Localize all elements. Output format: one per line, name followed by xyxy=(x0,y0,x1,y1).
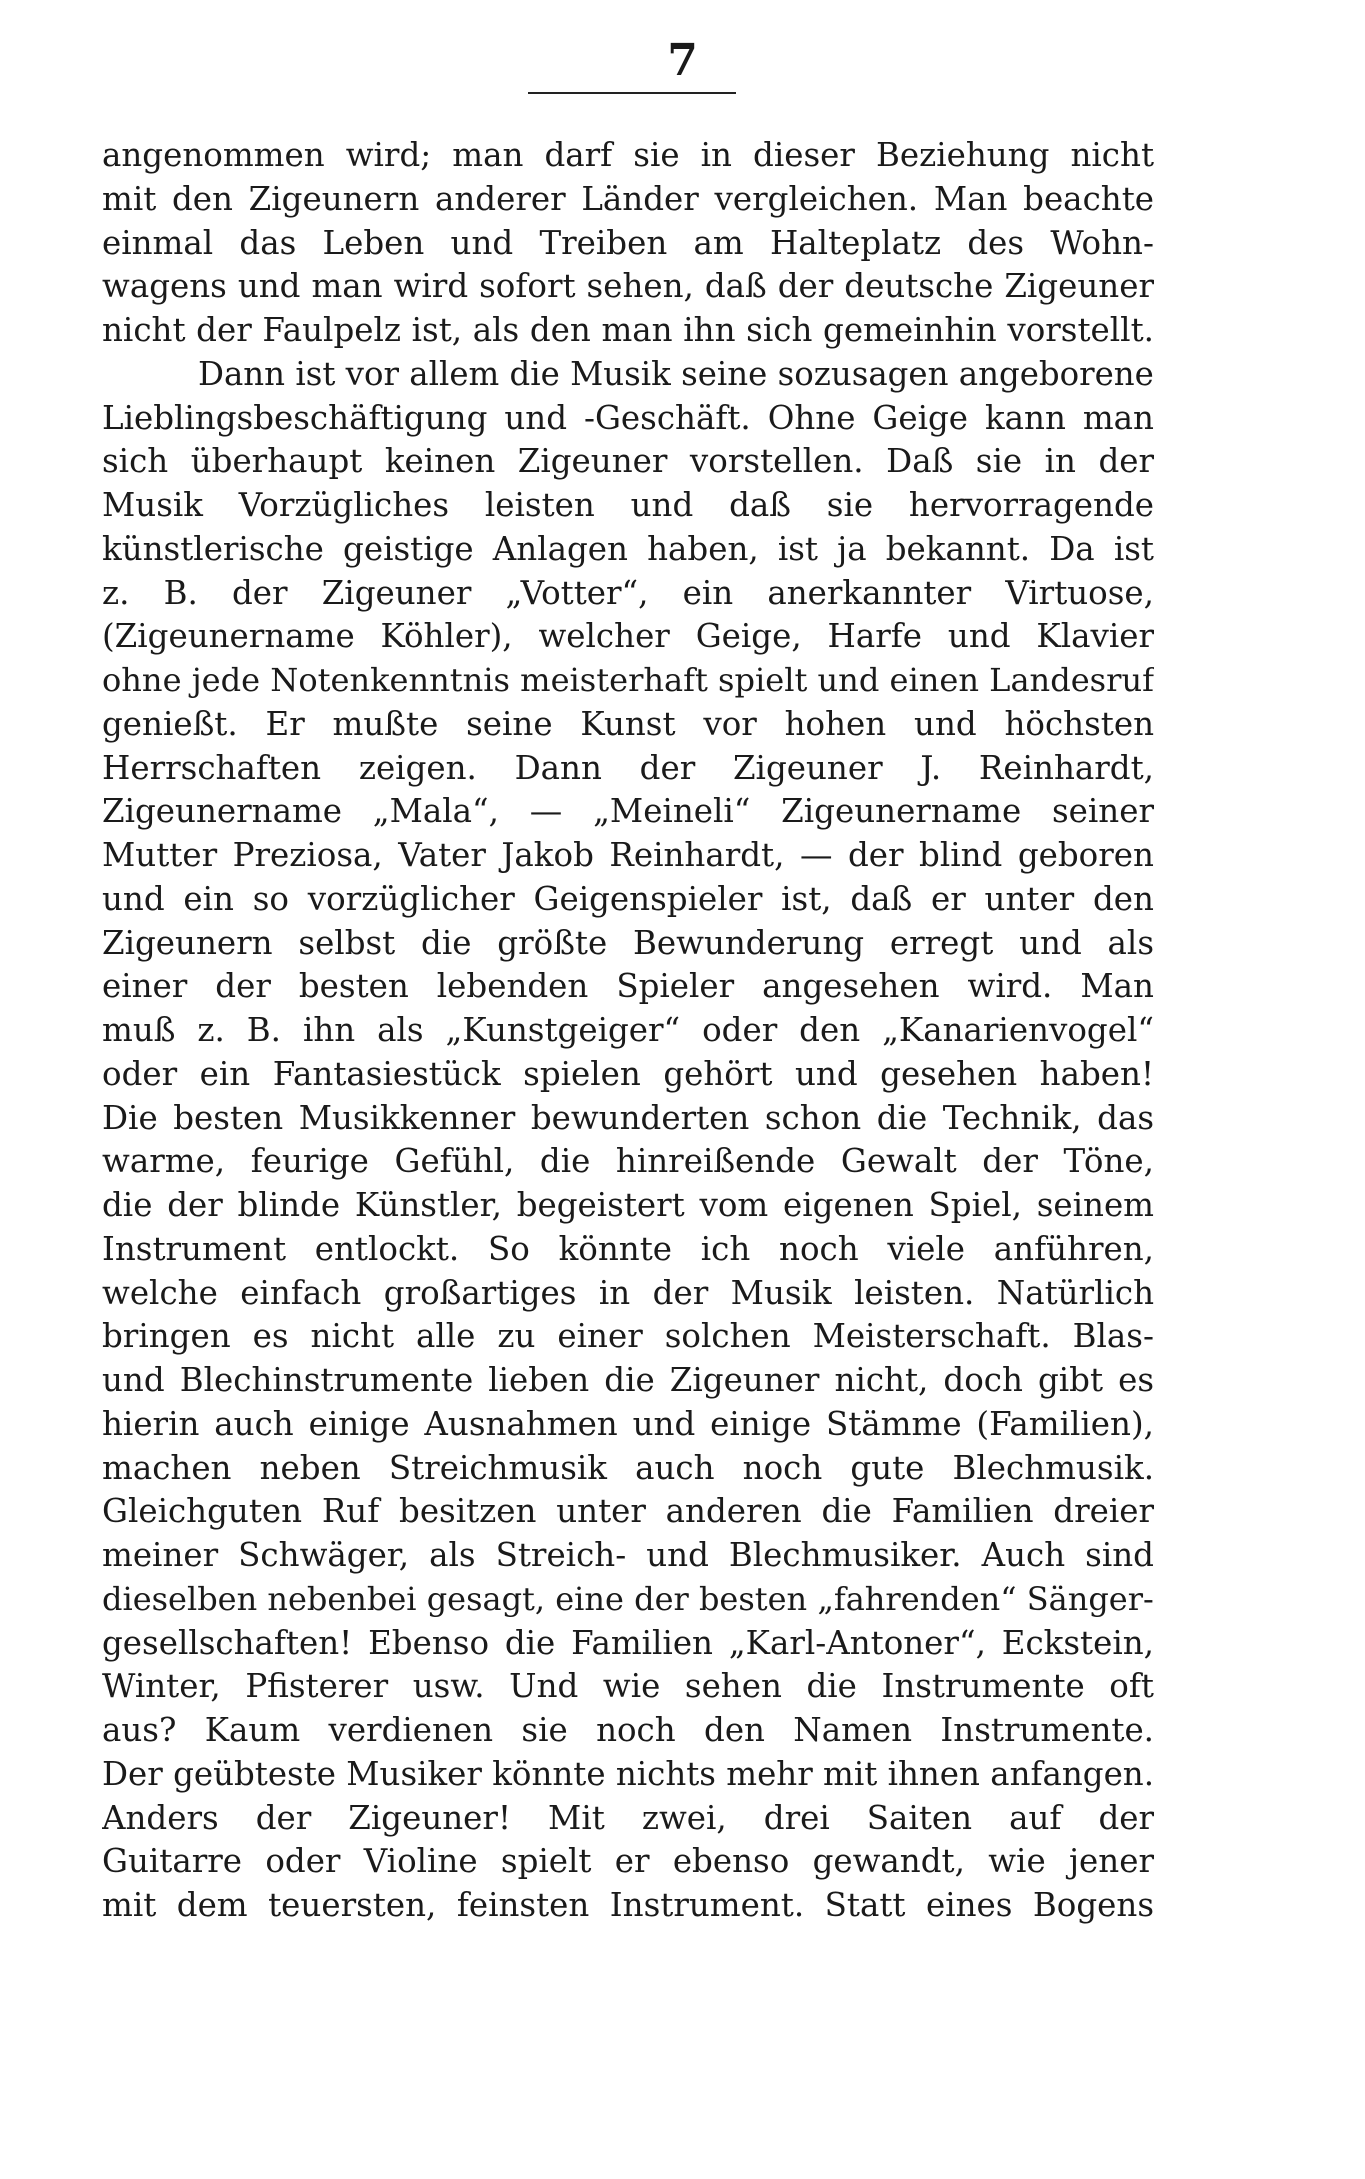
text-line: Herrschaften zeigen. Dann der Zigeuner J. Reinhardt, xyxy=(102,748,1154,787)
text-line: warme, feurige Gefühl, die hinreißende Gewalt der Töne, xyxy=(102,1142,1154,1181)
text-line: oder ein Fantasiestück spielen gehört und gesehen haben! xyxy=(102,1054,1154,1093)
text-line: genießt. Er mußte seine Kunst vor hohen und höchsten xyxy=(102,704,1154,743)
text-line: Die besten Musikkenner bewunderten schon die Technik, das xyxy=(102,1098,1154,1137)
text-line: sich überhaupt keinen Zigeuner vorstellen. Daß sie in der xyxy=(102,442,1154,481)
text-line: nicht der Faulpelz ist, als den man ihn sich gemeinhin vorstellt. xyxy=(102,311,1154,349)
text-line: mit den Zigeunern anderer Länder vergleichen. Man beachte xyxy=(102,179,1154,218)
text-line: künstlerische geistige Anlagen haben, ist ja bekannt. Da ist xyxy=(102,529,1154,568)
text-line: gesellschaften! Ebenso die Familien „Karl-Antoner“, Eckstein, xyxy=(102,1623,1154,1662)
text-line: machen neben Streichmusik auch noch gute Blechmusik. xyxy=(102,1448,1154,1487)
text-line: Guitarre oder Violine spielt er ebenso gewandt, wie jener xyxy=(102,1842,1154,1881)
text-line: angenommen wird; man darf sie in dieser Beziehung nicht xyxy=(102,136,1154,174)
text-line: einmal das Leben und Treiben am Halteplatz des Wohn- xyxy=(102,223,1154,262)
text-line: muß z. B. ihn als „Kunstgeiger“ oder den „Kanarienvogel“ xyxy=(102,1011,1154,1049)
page-number: 7 xyxy=(667,35,698,86)
text-line: dieselben nebenbei gesagt, eine der besten „fahrenden“ Sänger- xyxy=(102,1579,1154,1618)
text-line: z. B. der Zigeuner „Votter“, ein anerkannter Virtuose, xyxy=(102,573,1154,612)
text-line: Der geübteste Musiker könnte nichts mehr mit ihnen anfangen. xyxy=(102,1754,1154,1793)
text-line: Dann ist vor allem die Musik seine sozusagen angeborene xyxy=(198,354,1154,393)
text-line: ohne jede Notenkenntnis meisterhaft spielt und einen Landesruf xyxy=(102,661,1154,699)
text-line: Anders der Zigeuner! Mit zwei, drei Saiten auf der xyxy=(102,1798,1154,1837)
text-line: wagens und man wird sofort sehen, daß der deutsche Zigeuner xyxy=(102,267,1154,306)
text-line: Instrument entlockt. So könnte ich noch viele anführen, xyxy=(102,1229,1154,1268)
text-line: Zigeunern selbst die größte Bewunderung erregt und als xyxy=(102,923,1154,962)
text-line: Musik Vorzügliches leisten und daß sie hervorragende xyxy=(102,486,1154,524)
text-line: mit dem teuersten, feinsten Instrument. Statt eines Bogens xyxy=(102,1886,1154,1924)
text-line: aus? Kaum verdienen sie noch den Namen Instrumente. xyxy=(102,1711,1154,1749)
text-line: Winter, Pfisterer usw. Und wie sehen die Instrumente oft xyxy=(102,1667,1154,1706)
body-text xyxy=(102,134,1154,1928)
text-line: und Blechinstrumente lieben die Zigeuner nicht, doch gibt es xyxy=(102,1361,1154,1399)
text-line: einer der besten lebenden Spieler angesehen wird. Man xyxy=(102,967,1154,1006)
text-line: hierin auch einige Ausnahmen und einige Stämme (Familien), xyxy=(102,1404,1154,1443)
text-line: meiner Schwäger, als Streich- und Blechmusiker. Auch sind xyxy=(102,1536,1154,1574)
text-line: Gleichguten Ruf besitzen unter anderen die Familien dreier xyxy=(102,1492,1154,1531)
text-line: und ein so vorzüglicher Geigenspieler ist, daß er unter den xyxy=(102,879,1154,918)
text-line: Mutter Preziosa, Vater Jakob Reinhardt, — der blind geboren xyxy=(102,836,1154,874)
text-line: Zigeunername „Mala“, — „Meineli“ Zigeunername seiner xyxy=(102,792,1154,831)
text-line: bringen es nicht alle zu einer solchen Meisterschaft. Blas- xyxy=(102,1317,1154,1356)
text-line: (Zigeunername Köhler), welcher Geige, Harfe und Klavier xyxy=(102,617,1154,656)
text-line: Lieblingsbeschäftigung und -Geschäft. Ohne Geige kann man xyxy=(102,398,1154,437)
text-line: die der blinde Künstler, begeistert vom eigenen Spiel, seinem xyxy=(102,1186,1154,1224)
text-line: welche einfach großartiges in der Musik leisten. Natürlich xyxy=(102,1273,1154,1312)
page-number-rule xyxy=(528,92,736,94)
